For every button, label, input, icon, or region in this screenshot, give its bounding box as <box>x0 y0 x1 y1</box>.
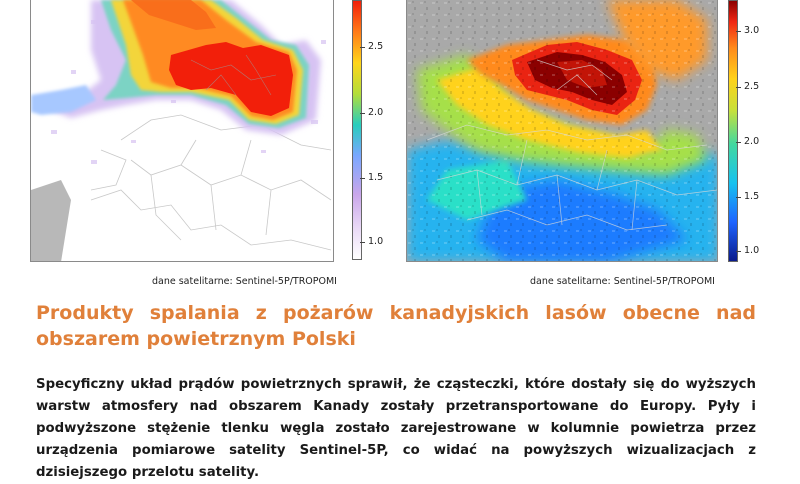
carbon-monoxide-map-graphic <box>407 0 718 262</box>
aerosol-colorbar <box>352 0 362 260</box>
colorbar-tick-label: 2.0 <box>744 136 760 147</box>
colorbar-tick-label: 1.5 <box>368 172 384 183</box>
colorbar-tick-label: 2.0 <box>368 107 384 118</box>
article-body: Specyficzny układ prądów powietrznych sprawił, że cząsteczki, które dostały się do wyższych warstw atmosfery nad obszarem Kanady zostały przetransportowane do Europy. Pyły i podwyższone stężenie tlenku węgla zostało zarejestrowane w kolumnie powietrza przez urządzenia pomiarowe satelity Sentinel-5P, co widać na powyższych wizualizacjach z dzisiejszego przelotu satelity. <box>36 377 756 480</box>
colorbar-tick-label: 1.5 <box>744 191 760 202</box>
aerosol-index-map <box>30 0 334 262</box>
aerosol-map-graphic <box>31 0 334 262</box>
carbon-monoxide-colorbar <box>728 0 738 262</box>
colorbar-tick-label: 2.5 <box>744 81 760 92</box>
map-caption-left: dane satelitarne: Sentinel-5P/TROPOMI <box>152 276 337 287</box>
carbon-monoxide-map <box>406 0 718 262</box>
colorbar-tick-label: 2.5 <box>368 41 384 52</box>
article-headline: Produkty spalania z pożarów kanadyjskich lasów obecne nad obszarem powietrznym Polski <box>36 302 756 350</box>
colorbar-tick-label: 3.0 <box>744 25 760 36</box>
map-caption-right: dane satelitarne: Sentinel-5P/TROPOMI <box>530 276 715 287</box>
colorbar-tick-label: 1.0 <box>368 236 384 247</box>
colorbar-tick-label: 1.0 <box>744 245 760 256</box>
